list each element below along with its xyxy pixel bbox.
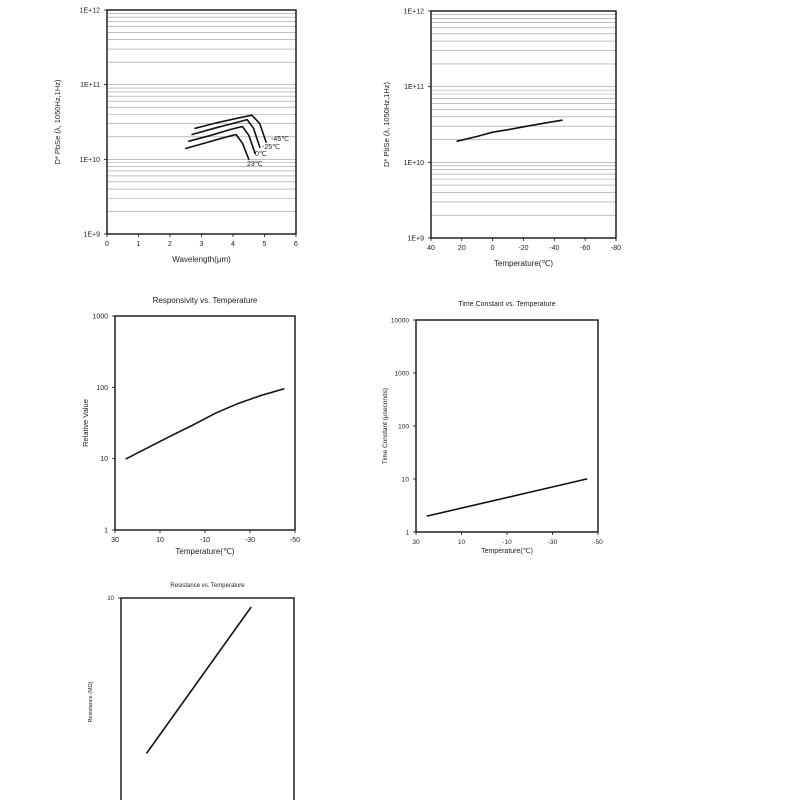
x-tick-label: -10 — [199, 537, 211, 544]
x-tick-label: 0 — [490, 245, 495, 252]
resistance-chart — [88, 583, 294, 800]
series-line — [147, 608, 251, 753]
x-tick-label: 0 — [105, 241, 109, 248]
x-tick-label: -10 — [502, 539, 512, 546]
y-axis-label: Relative Value — [81, 399, 90, 447]
y-tick-label: 1E+12 — [403, 8, 424, 16]
plot-frame — [431, 11, 616, 238]
chart-title: Time Constant vs. Temperature — [458, 301, 556, 308]
series-line — [126, 389, 283, 459]
y-tick-label: 1E+9 — [407, 235, 424, 243]
x-tick-label: -60 — [580, 245, 591, 252]
x-axis-label: Temperature(℃) — [493, 259, 554, 268]
x-tick-label: -30 — [547, 539, 558, 546]
y-tick-label: 10 — [401, 476, 409, 484]
y-tick-label: 1E+10 — [403, 159, 424, 167]
y-tick-label: 10000 — [390, 317, 409, 325]
y-tick-label: 10 — [107, 596, 114, 603]
series-label: -25℃ — [262, 144, 280, 151]
x-axis-label: Temperature(℃) — [175, 547, 235, 556]
y-tick-label: 100 — [398, 423, 409, 431]
series-line — [186, 135, 249, 160]
x-tick-label: -40 — [549, 245, 560, 252]
y-tick-label: 1 — [405, 529, 409, 537]
y-tick-label: 1E+12 — [79, 7, 100, 15]
x-tick-label: 2 — [168, 241, 172, 248]
x-axis-label: Temperature(℃) — [481, 548, 533, 555]
time_constant-chart — [382, 301, 603, 555]
y-tick-label: 1E+10 — [79, 156, 100, 164]
x-tick-label: -50 — [593, 539, 603, 546]
y-axis-label: Time Constant (μseconds) — [382, 387, 389, 465]
x-tick-label: 30 — [412, 539, 420, 546]
x-tick-label: 4 — [231, 241, 235, 248]
plot-frame — [416, 320, 598, 532]
dstar_temperature-chart — [382, 8, 621, 268]
y-axis-label: D* PbSe (λ, 1050Hz,1Hz) — [382, 81, 391, 168]
x-tick-label: -30 — [244, 537, 256, 544]
x-tick-label: 10 — [457, 539, 466, 546]
x-tick-label: 5 — [262, 241, 267, 248]
y-tick-label: 10 — [100, 456, 108, 464]
x-tick-label: 30 — [111, 537, 119, 544]
plot-frame — [115, 316, 295, 530]
y-axis-label: D* PbSe (λ, 1050Hz,1Hz) — [53, 79, 62, 165]
x-tick-label: 10 — [156, 537, 164, 544]
y-tick-label: 1000 — [394, 370, 409, 378]
dstar_wavelength-chart — [53, 7, 298, 264]
y-tick-label: 1E+11 — [404, 84, 424, 92]
chart-title: Resistance vs. Temperature — [170, 583, 245, 589]
x-tick-label: 3 — [199, 241, 204, 248]
x-tick-label: -50 — [289, 537, 301, 544]
x-tick-label: -80 — [610, 245, 622, 252]
chart-title: Responsivity vs. Temperature — [152, 296, 258, 305]
x-tick-label: -20 — [518, 245, 529, 252]
y-tick-label: 1E+9 — [83, 231, 100, 239]
x-tick-label: 6 — [294, 241, 298, 248]
y-tick-label: 1000 — [92, 313, 108, 321]
plot-frame — [107, 10, 296, 234]
series-label: 23℃ — [247, 161, 263, 168]
plot-frame — [121, 598, 294, 800]
series-label: 0℃ — [255, 151, 267, 158]
y-axis-label: Resistance (MΩ) — [88, 681, 94, 723]
y-tick-label: 1E+11 — [80, 82, 100, 90]
x-axis-label: Wavelength(μm) — [172, 255, 231, 264]
responsivity-chart — [81, 296, 300, 556]
y-tick-label: 1 — [104, 527, 108, 535]
x-tick-label: 20 — [457, 245, 466, 252]
y-tick-label: 100 — [96, 384, 108, 392]
x-tick-label: 40 — [427, 245, 435, 252]
series-line — [457, 120, 562, 141]
x-tick-label: 1 — [136, 241, 141, 248]
series-line — [427, 479, 586, 516]
series-label: -45℃ — [271, 136, 289, 143]
